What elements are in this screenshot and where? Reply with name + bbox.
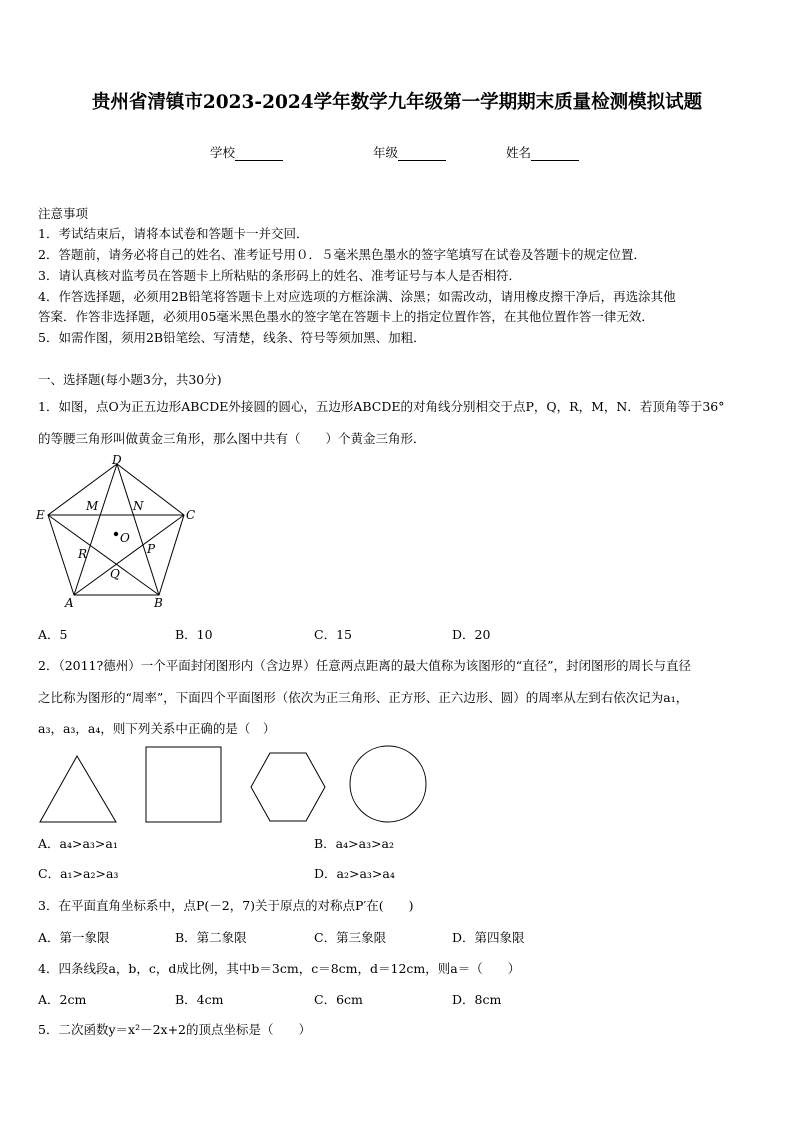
label-R: R (78, 547, 88, 561)
circle-shape (350, 746, 426, 822)
q2-option-d[interactable]: D．a₂>a₃>a₄ (314, 866, 395, 881)
q4-option-d[interactable]: D．8cm (452, 992, 502, 1007)
q3-option-a[interactable]: A．第一象限 (38, 930, 110, 945)
q1-line1: 1．如图，点O为正五边形ABCDE外接圆的圆心，五边形ABCDE的对角线分别相交于点P，Q，R，M，N．若顶角等于36° (38, 399, 725, 414)
label-D: D (112, 453, 122, 467)
q1-option-c[interactable]: C．15 (314, 627, 352, 642)
section-heading: 一、选择题(每小题3分，共30分) (38, 372, 222, 387)
label-C: C (186, 508, 196, 522)
q2-line1: 2．（2011?德州）一个平面封闭图形内（含边界）任意两点距离的最大值称为该图形的“直径”，封闭图形的周长与直径 (38, 658, 691, 673)
pentagon-figure (32, 452, 202, 614)
q3-option-b[interactable]: B．第二象限 (175, 930, 247, 945)
shapes-figure (36, 742, 436, 828)
q4-option-a[interactable]: A．2cm (38, 992, 87, 1007)
q2-line3: a₃，a₃，a₄，则下列关系中正确的是（ ） (38, 721, 276, 736)
q2-option-a[interactable]: A．a₄>a₃>a₁ (38, 836, 118, 851)
name-field (506, 143, 579, 161)
q2-line2: 之比称为图形的“周率”，下面四个平面图形（依次为正三角形、正方形、正六边形、圆）的周率从左到右依次记为a₁， (38, 690, 689, 705)
q3-line1: 3．在平面直角坐标系中，点P(－2，7)关于原点的对称点P′在( ) (38, 898, 414, 913)
school-label: 学校 (210, 145, 236, 160)
label-O: O (120, 531, 130, 545)
school-blank (235, 148, 283, 161)
grade-field (373, 143, 446, 161)
label-P: P (147, 542, 156, 556)
notice-item: 5．如需作图，须用2B铅笔绘、写清楚，线条、符号等须加黑、加粗． (38, 330, 426, 345)
notice-heading: 注意事项 (38, 206, 89, 221)
hexagon-shape (251, 753, 325, 821)
label-N: N (133, 499, 144, 513)
diagonal-CA (74, 515, 184, 595)
square-shape (146, 747, 221, 822)
page-title: 贵州省清镇市2023-2024学年数学九年级第一学期期末质量检测模拟试题 (91, 92, 703, 113)
q2-option-c[interactable]: C．a₁>a₂>a₃ (38, 866, 119, 881)
q1-option-b[interactable]: B．10 (175, 627, 213, 642)
center-point-O (114, 532, 118, 536)
q3-option-d[interactable]: D．第四象限 (452, 930, 525, 945)
q1-option-a[interactable]: A．5 (38, 627, 68, 642)
triangle-shape (40, 756, 116, 822)
notice-item: 2．答题前，请务必将自己的姓名、准考证号用０．５毫米黑色墨水的签字笔填写在试卷及答题卡的规定位置． (38, 247, 646, 262)
name-blank (531, 148, 579, 161)
q4-option-b[interactable]: B．4cm (175, 992, 224, 1007)
school-field (210, 143, 283, 161)
q5-line1: 5．二次函数y＝x²－2x+2的顶点坐标是（ ） (38, 1022, 312, 1037)
label-Q: Q (110, 567, 120, 581)
notice-item: 3．请认真核对监考员在答题卡上所粘贴的条形码上的姓名、准考证号与本人是否相符． (38, 268, 521, 283)
notice-item: 1．考试结束后，请将本试卷和答题卡一并交回． (38, 226, 309, 241)
diagonal-EB (48, 515, 159, 595)
notice-item: 答案．作答非选择题，必须用05毫米黑色墨水的签字笔在答题卡上的指定位置作答，在其他位置作答一律无效． (38, 309, 654, 324)
q4-line1: 4．四条线段a，b，c，d成比例，其中b＝3cm，c＝8cm，d＝12cm，则a＝（ ） (38, 961, 521, 976)
label-M: M (86, 499, 99, 513)
label-A: A (65, 596, 74, 610)
q1-option-d[interactable]: D．20 (452, 627, 491, 642)
grade-blank (398, 148, 446, 161)
label-B: B (154, 596, 163, 610)
diagonal-DB (117, 464, 159, 595)
label-E: E (36, 508, 45, 522)
q1-line2: 的等腰三角形叫做黄金三角形，那么图中共有（ ）个黄金三角形． (38, 431, 426, 446)
notice-item: 4．作答选择题，必须用2B铅笔将答题卡上对应选项的方框涂满、涂黑；如需改动，请用橡皮擦干净后，再选涂其他 (38, 289, 676, 304)
q4-option-c[interactable]: C．6cm (314, 992, 363, 1007)
grade-label: 年级 (373, 145, 399, 160)
q2-option-b[interactable]: B．a₄>a₃>a₂ (314, 836, 395, 851)
name-label: 姓名 (506, 145, 532, 160)
q3-option-c[interactable]: C．第三象限 (314, 930, 387, 945)
